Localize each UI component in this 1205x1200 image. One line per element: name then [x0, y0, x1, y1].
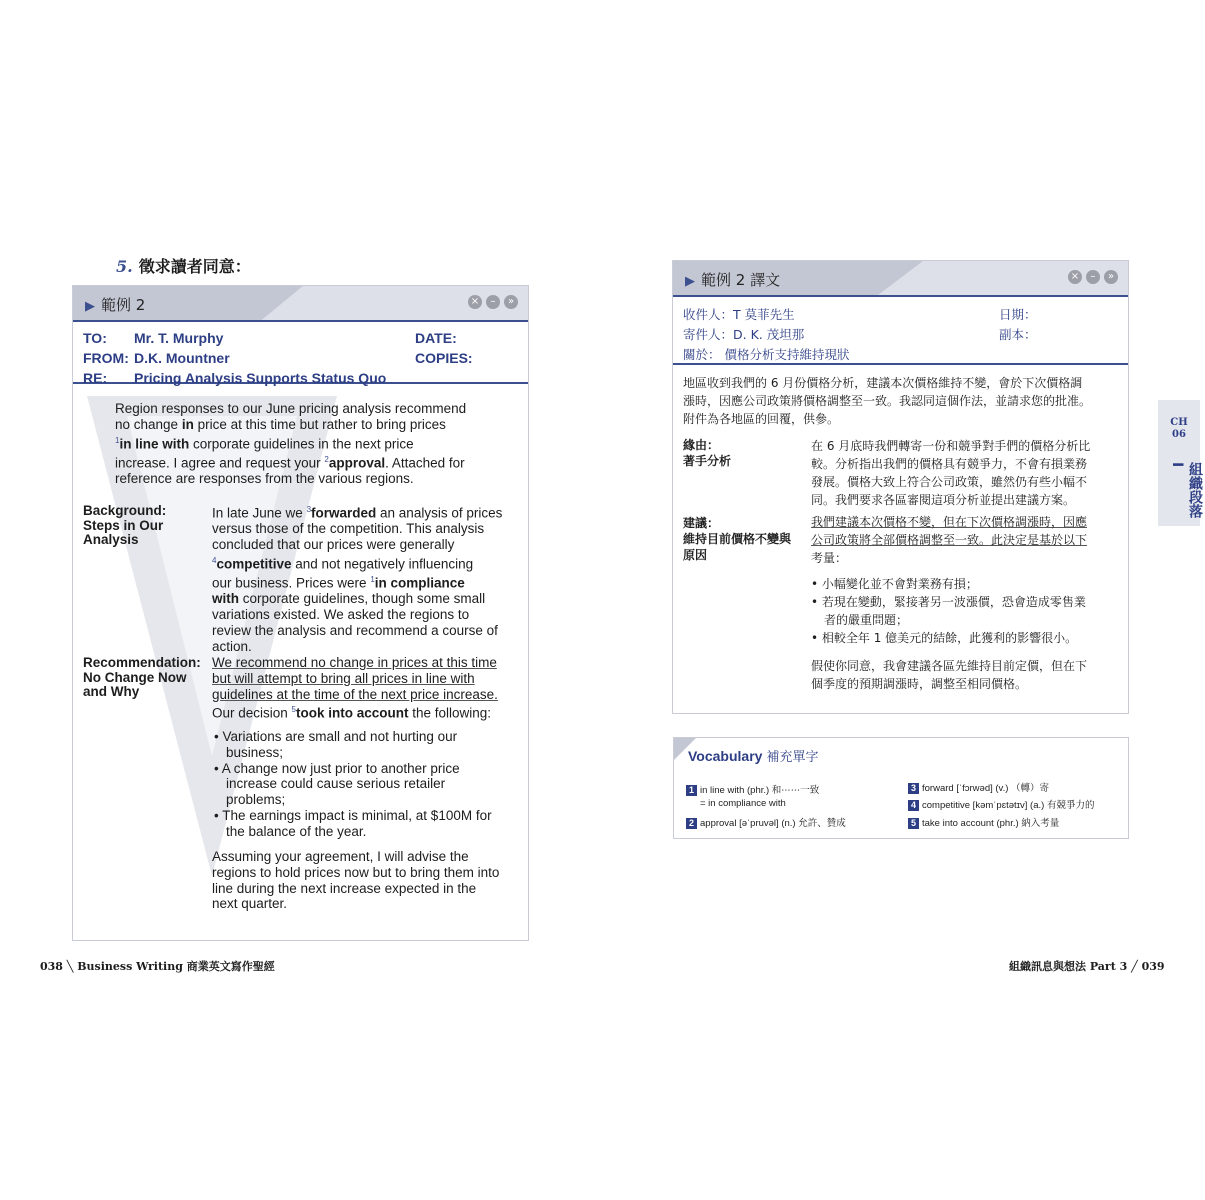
background-label: Background: Steps in Our Analysis: [83, 503, 167, 547]
right-page-footer: 組織訊息與想法 Part 3 ╱ 039: [1009, 960, 1165, 973]
zh-re: 關於： 價格分析支持維持現狀: [683, 347, 850, 362]
zh-intro-paragraph: 地區收到我們的 6 月份價格分析，建議本次價格維持不變，會於下次價格調 漲時，因應公司政策將價格調整至一致。我認同這個作法，並請求您的批准。 附件為各地區的回覆，供參。: [683, 376, 1092, 426]
maximize-icon: »: [1104, 270, 1118, 284]
re-label: RE:: [83, 370, 108, 386]
intro-paragraph: Region responses to our June pricing analysis recommend no change in price at this time but rather to bring prices $^1$in line with corporate guidelines in the next price increase. I agree and request your $^2$approval. Attached for reference are responses from the various regions.: [115, 401, 467, 487]
vocab-item-5: 5 take into account (phr.) 納入考量: [908, 815, 1059, 829]
chapter-title: 組織段落 I: [1169, 462, 1203, 518]
translation-memo-header: [673, 297, 1128, 365]
vocab-item-1-note: = in compliance with: [700, 798, 786, 809]
section-number: 5.: [116, 257, 133, 276]
zh-suggest-label: 建議： 維持目前價格不變與 原因: [683, 516, 792, 562]
memo-header: [73, 322, 528, 384]
date-label: DATE:: [415, 330, 457, 346]
list-item: • A change now just prior to another price: [214, 760, 460, 776]
zh-reason-label: 緣由： 著手分析: [683, 438, 732, 468]
window-buttons: [1068, 270, 1118, 284]
chapter-number: 06: [1172, 429, 1186, 440]
vocab-item-4: 4 competitive [kəmˈpɛtətɪv] (a.) 有競爭力的: [908, 797, 1094, 811]
zh-copies: 副本：: [999, 327, 1037, 342]
list-item: • 小幅變化並不會對業務有損；: [811, 577, 978, 591]
closing-paragraph: Assuming your agreement, I will advise the regions to hold prices now but to bring them into line during the next increase expected in the next quarter.: [212, 849, 500, 912]
example-box-left: [72, 285, 529, 941]
translation-tab-label: ▶ 範例 2 譯文: [685, 271, 781, 289]
section-heading: [116, 254, 251, 277]
from-label: FROM:: [83, 350, 129, 366]
window-buttons: [468, 295, 518, 309]
recommendation-paragraph: We recommend no change in prices at this time but will attempt to bring all prices in line with guidelines at the time of the next price increase. Our decision $^5$took into account the following:: [212, 655, 498, 721]
left-page-footer: 038 ╲ Business Writing 商業英文寫作聖經: [40, 960, 275, 973]
close-icon: ×: [468, 295, 482, 309]
copies-label: COPIES:: [415, 350, 473, 366]
translation-body: [673, 365, 1128, 713]
translation-box-right: [672, 260, 1129, 714]
minimize-icon: –: [1086, 270, 1100, 284]
example-tab-bar: [73, 286, 528, 322]
zh-suggest-paragraph: 我們建議本次價格不變，但在下次價格調漲時，因應 公司政策將全部價格調整至一致。此決定是基於以下 考量：: [811, 515, 1088, 565]
close-icon: ×: [1068, 270, 1082, 284]
list-item: • Variations are small and not hurting our: [214, 729, 458, 744]
translation-tab-bar: [673, 261, 1128, 297]
zh-to: 收件人：T 莫菲先生: [683, 307, 795, 322]
list-item: • 若現在變動，緊接著另一波漲價，恐會造成零售業: [811, 595, 1086, 609]
zh-closing-paragraph: 假使你同意，我會建議各區先維持目前定價，但在下 個季度的預期調漲時，調整至相同價格。: [811, 659, 1088, 691]
maximize-icon: »: [504, 295, 518, 309]
background-paragraph: In late June we $^3$forwarded an analysis of prices versus those of the competition. This analysis concluded that our prices were generally $^4$competitive and not negatively influencing our business. Prices were $^1$in compliance with corporate guidelines, though some small variations existed. We asked the regions to review the analysis and recommend a course of action.: [212, 505, 503, 654]
zh-suggest-bullets: • 小幅變化並不會對業務有損； • 若現在變動，緊接著另一波漲價，恐會造成零售業 者的嚴重問題； • 相較全年 1 億美元的結餘，此獲利的影響很小。: [811, 577, 1086, 645]
section-title: 徵求讀者同意：: [138, 257, 251, 276]
vocabulary-title: Vocabulary 補充單字: [688, 748, 819, 765]
to-label: TO:: [83, 330, 107, 346]
zh-reason-paragraph: 在 6 月底時我們轉寄一份和競爭對手們的價格分析比 較。分析指出我們的價格具有競爭力，不會有損業務 發展。價格大致上符合公司政策，雖然仍有些小幅不 同。我們要求各區審閱這項分析並提出建議方案。: [811, 439, 1091, 507]
zh-date: 日期：: [999, 307, 1037, 322]
zh-from: 寄件人：D. K. 茂坦那: [683, 327, 805, 342]
chapter-prefix: CH: [1170, 417, 1188, 428]
chapter-tab: [1158, 400, 1203, 526]
recommendation-label: Recommendation: No Change Now and Why: [83, 655, 201, 699]
list-item: • 相較全年 1 億美元的結餘，此獲利的影響很小。: [811, 631, 1078, 645]
recommendation-bullets: • Variations are small and not hurting our business; • A change now just prior to another price increase could cause serious retailer problems; • The earnings impact is minimal, at $100M for the balance of the year.: [214, 729, 492, 839]
vocab-item-2: 2 approval [əˈpruvəl] (n.) 允許、贊成: [686, 815, 846, 829]
vocab-item-1: 1 in line with (phr.) 和⋯⋯一致: [686, 782, 819, 796]
list-item: • The earnings impact is minimal, at $100M for: [214, 807, 492, 823]
vocab-item-3: 3 forward [ˈfɔrwəd] (v.) （轉）寄: [908, 780, 1049, 794]
play-triangle-icon: ▶: [685, 274, 695, 289]
minimize-icon: –: [486, 295, 500, 309]
memo-body: [73, 384, 528, 940]
vocabulary-box: [673, 737, 1129, 839]
re-value: Pricing Analysis Supports Status Quo: [134, 370, 387, 386]
play-triangle-icon: ▶: [85, 299, 95, 314]
to-value: Mr. T. Murphy: [134, 330, 224, 346]
example-tab-label: ▶ 範例 2: [85, 296, 146, 314]
from-value: D.K. Mountner: [134, 350, 230, 366]
